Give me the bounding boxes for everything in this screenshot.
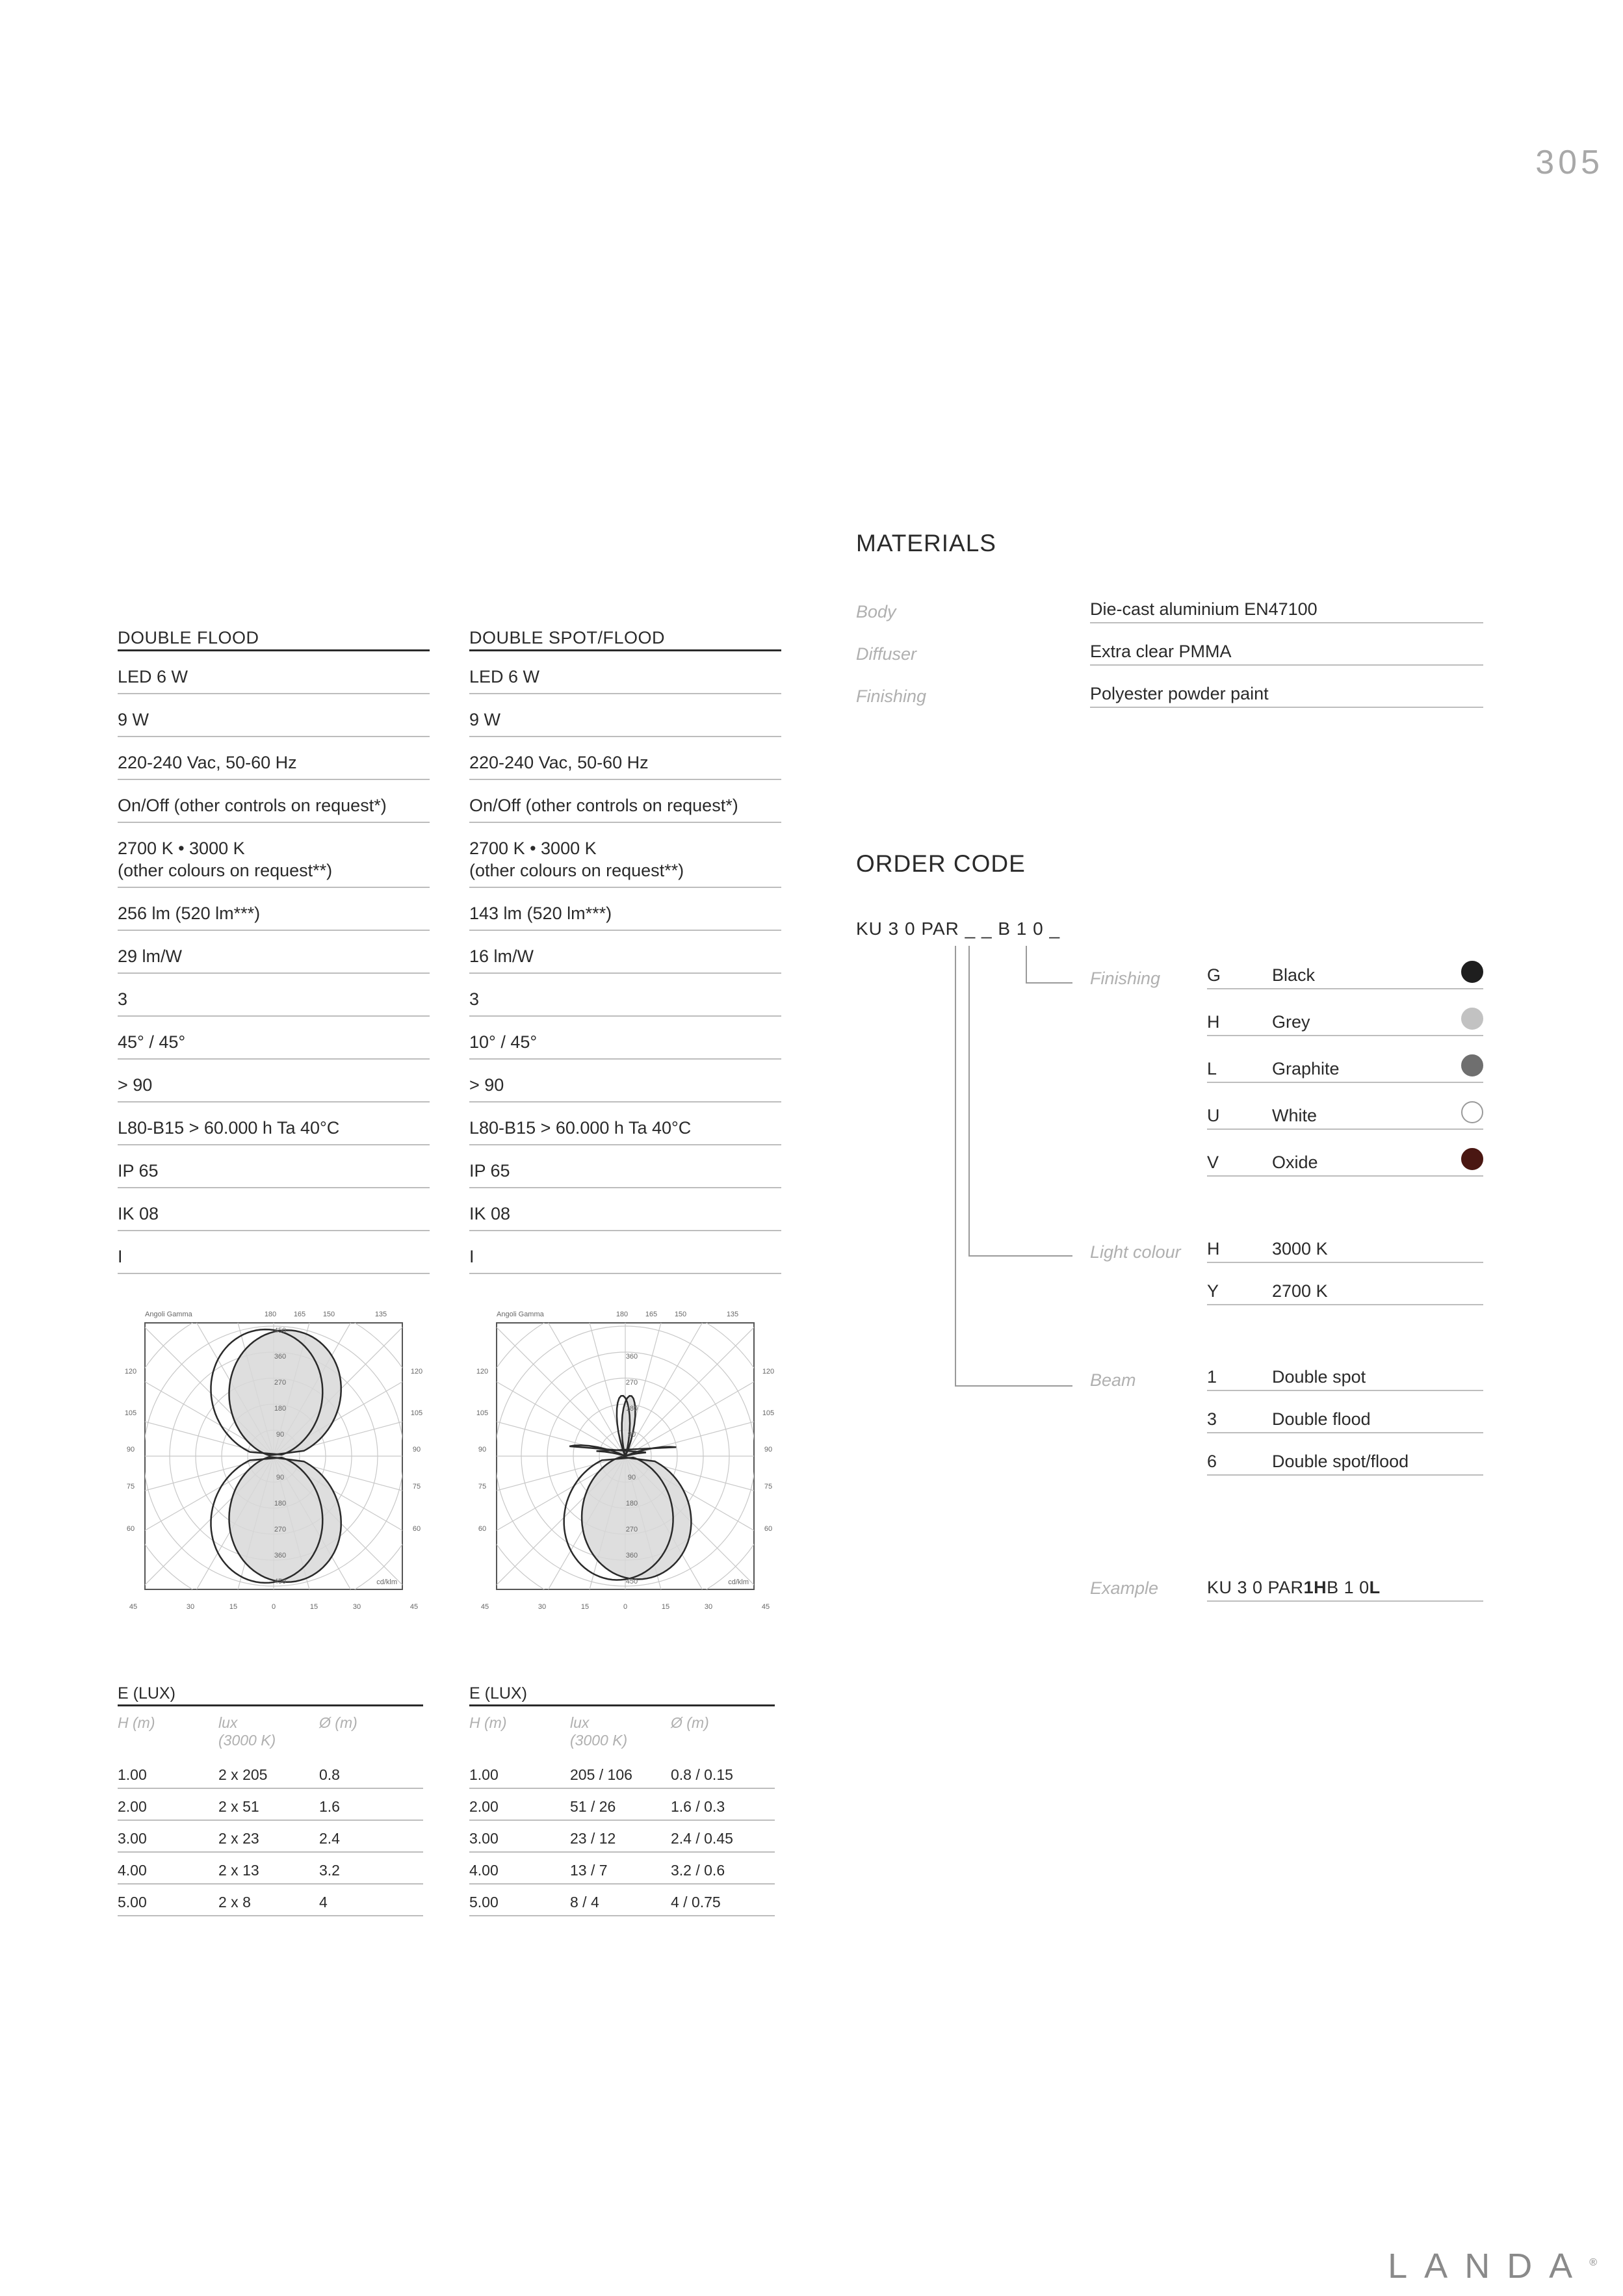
spec-row: I [118, 1231, 430, 1274]
polar-angle-label: 15 [661, 1603, 670, 1611]
table-cell: 0.8 [319, 1766, 340, 1783]
spec-row: On/Off (other controls on request*) [469, 780, 781, 823]
polar-ring-label: 360 [625, 1353, 638, 1361]
col-lux-label: lux [218, 1714, 238, 1731]
table-cell: 0.8 / 0.15 [671, 1766, 733, 1783]
material-label-body: Body [856, 602, 896, 621]
table-row [118, 1853, 423, 1885]
polar-ring-label: 90 [627, 1474, 636, 1481]
polar-ring-label: 90 [627, 1431, 636, 1439]
brand-logo [1388, 2246, 1597, 2286]
polar-unit-label: cd/klm [376, 1578, 397, 1586]
polar-angle-label: 75 [126, 1483, 135, 1491]
lux-table-header: E (LUX) [118, 1680, 423, 1706]
polar-chart-svg [118, 1303, 423, 1615]
option-label-finishing: Finishing [1090, 969, 1161, 988]
lux-table-header: E (LUX) [469, 1680, 775, 1706]
polar-angle-label: 60 [412, 1525, 421, 1533]
spec-row: IK 08 [469, 1188, 781, 1231]
spec-row: 16 lm/W [469, 931, 781, 974]
polar-angle-label: 75 [478, 1483, 487, 1491]
col-lux [570, 1714, 671, 1757]
lux-rows [118, 1757, 423, 1916]
polar-ring-label: 180 [274, 1405, 287, 1413]
polar-angle-label: 120 [762, 1368, 775, 1376]
table-cell: 51 / 26 [570, 1798, 616, 1815]
order-code-connectors [949, 946, 1079, 1394]
option-name: White [1272, 1106, 1318, 1125]
polar-ring-label: 360 [625, 1552, 638, 1559]
polar-ring-label: 180 [274, 1500, 287, 1507]
polar-angle-label: 90 [764, 1446, 773, 1454]
table-cell: 3.2 / 0.6 [671, 1862, 725, 1879]
spec-row: 9 W [118, 694, 430, 737]
polar-angle-label: 105 [410, 1409, 423, 1417]
color-swatch [1461, 1101, 1483, 1123]
table-cell: 2.00 [118, 1798, 147, 1815]
option-row [1207, 1234, 1483, 1263]
table-row [118, 1885, 423, 1916]
col-lux-cct: (3000 K) [570, 1732, 628, 1749]
option-code: H [1207, 1012, 1220, 1032]
example-part-bold: H [1314, 1578, 1327, 1597]
table-cell: 4 [319, 1894, 328, 1911]
spec-row: 45° / 45° [118, 1017, 430, 1060]
polar-angle-label: 30 [538, 1603, 547, 1611]
table-cell: 1.6 [319, 1798, 340, 1815]
table-cell: 8 / 4 [570, 1894, 599, 1911]
polar-unit-label: cd/klm [728, 1578, 749, 1586]
polar-angle-label: 60 [764, 1525, 773, 1533]
spec-row: 220-240 Vac, 50-60 Hz [469, 737, 781, 780]
polar-angle-label: 75 [412, 1483, 421, 1491]
option-code: L [1207, 1059, 1217, 1078]
option-row [1207, 1277, 1483, 1305]
polar-angle-label: 30 [186, 1603, 195, 1611]
spec-row [469, 823, 781, 888]
table-row [469, 1789, 775, 1821]
polar-angle-label: 15 [229, 1603, 238, 1611]
polar-angle-label: 15 [580, 1603, 590, 1611]
option-label-beam: Beam [1090, 1370, 1136, 1390]
col-lux [218, 1714, 319, 1757]
spec-row: 3 [469, 974, 781, 1017]
table-cell: 5.00 [469, 1894, 499, 1911]
option-name: Graphite [1272, 1059, 1340, 1078]
spec-row: On/Off (other controls on request*) [118, 780, 430, 823]
polar-angle-label: 45 [129, 1603, 138, 1611]
spec-row: 256 lm (520 lm***) [118, 888, 430, 931]
table-cell: 1.6 / 0.3 [671, 1798, 725, 1815]
polar-angle-label: 135 [374, 1311, 387, 1318]
spec-row: 29 lm/W [118, 931, 430, 974]
polar-ring-label: 270 [274, 1526, 287, 1533]
lux-column-headers [118, 1706, 423, 1757]
spec-rows [469, 651, 781, 1274]
option-row [1207, 1008, 1483, 1036]
polar-angle-label: 150 [674, 1311, 687, 1318]
table-cell: 23 / 12 [570, 1830, 616, 1847]
polar-chart-svg [469, 1303, 775, 1615]
option-name: Oxide [1272, 1153, 1318, 1172]
example-part: B 1 0 [1327, 1578, 1370, 1597]
table-cell: 2 x 51 [218, 1798, 259, 1815]
materials-title: MATERIALS [856, 530, 996, 556]
polar-title: Angoli Gamma [145, 1311, 192, 1318]
polar-ring-label: 360 [274, 1353, 287, 1361]
table-row [118, 1821, 423, 1853]
table-cell: 205 / 106 [570, 1766, 632, 1783]
table-cell: 4.00 [118, 1862, 147, 1879]
registered-mark: ® [1589, 2257, 1597, 2268]
polar-title: Angoli Gamma [497, 1311, 544, 1318]
example-part-bold: 1 [1303, 1578, 1314, 1597]
spec-row: LED 6 W [118, 651, 430, 694]
polar-angle-label: 135 [726, 1311, 739, 1318]
table-row [118, 1757, 423, 1789]
spec-row-line: (other colours on request**) [118, 861, 333, 880]
polar-angle-label: 30 [704, 1603, 713, 1611]
polar-angle-label: 105 [124, 1409, 137, 1417]
table-cell: 4.00 [469, 1862, 499, 1879]
order-code-title: ORDER CODE [856, 850, 1026, 877]
page-number: 305 [1535, 144, 1604, 181]
example-code [1207, 1573, 1483, 1602]
option-row [1207, 1405, 1483, 1433]
table-row [469, 1757, 775, 1789]
logo-text: LANDA [1388, 2247, 1590, 2286]
polar-ring-label: 270 [625, 1379, 638, 1387]
table-cell: 2 x 13 [218, 1862, 259, 1879]
table-row [118, 1789, 423, 1821]
spec-row: IP 65 [118, 1145, 430, 1188]
lux-table-double-flood [118, 1680, 423, 1916]
polar-angle-label: 45 [409, 1603, 419, 1611]
spec-row: I [469, 1231, 781, 1274]
lux-column-headers [469, 1706, 775, 1757]
spec-row-line: 2700 K • 3000 K [118, 839, 245, 858]
col-diameter: Ø (m) [319, 1714, 357, 1731]
table-cell: 13 / 7 [570, 1862, 608, 1879]
material-value-body: Die-cast aluminium EN47100 [1090, 599, 1483, 623]
option-label-light-colour: Light colour [1090, 1242, 1181, 1262]
table-cell: 5.00 [118, 1894, 147, 1911]
material-label-finishing: Finishing [856, 686, 927, 706]
option-name: Black [1272, 965, 1316, 985]
polar-angle-label: 0 [271, 1603, 276, 1611]
table-cell: 3.00 [118, 1830, 147, 1847]
polar-angle-label: 15 [309, 1603, 318, 1611]
table-cell: 2 x 23 [218, 1830, 259, 1847]
example-label: Example [1090, 1578, 1159, 1598]
spec-row-line: (other colours on request**) [469, 861, 684, 880]
option-name: 2700 K [1272, 1281, 1328, 1301]
polar-angle-label: 105 [476, 1409, 489, 1417]
material-value-diffuser: Extra clear PMMA [1090, 642, 1483, 666]
option-row [1207, 961, 1483, 989]
option-name: Double spot/flood [1272, 1452, 1409, 1471]
col-lux-label: lux [570, 1714, 590, 1731]
polar-ring-label: 450 [274, 1327, 287, 1335]
polar-angle-label: 60 [126, 1525, 135, 1533]
spec-row: > 90 [469, 1060, 781, 1102]
color-swatch [1461, 1008, 1483, 1030]
color-swatch [1461, 1148, 1483, 1170]
col-height: H (m) [469, 1714, 507, 1731]
spec-row: IK 08 [118, 1188, 430, 1231]
option-code: U [1207, 1106, 1220, 1125]
polar-angle-label: 180 [616, 1311, 629, 1318]
spec-column-header: DOUBLE FLOOD [118, 624, 430, 651]
col-lux-cct: (3000 K) [218, 1732, 276, 1749]
polar-angle-label: 105 [762, 1409, 775, 1417]
option-name: Double spot [1272, 1367, 1366, 1387]
table-row [469, 1853, 775, 1885]
option-code: V [1207, 1153, 1219, 1172]
polar-angle-label: 45 [761, 1603, 770, 1611]
option-name: 3000 K [1272, 1239, 1328, 1259]
table-row [469, 1821, 775, 1853]
spec-column-double-spot-flood [469, 624, 781, 1274]
polar-ring-label: 180 [625, 1500, 638, 1507]
table-cell: 1.00 [118, 1766, 147, 1783]
option-row [1207, 1447, 1483, 1476]
spec-column-header: DOUBLE SPOT/FLOOD [469, 624, 781, 651]
table-row [469, 1885, 775, 1916]
order-code-base: KU 3 0 PAR _ _ B 1 0 _ [856, 919, 1061, 939]
option-code: 1 [1207, 1367, 1217, 1387]
spec-row: LED 6 W [469, 651, 781, 694]
lux-table-double-spot-flood [469, 1680, 775, 1916]
table-cell: 2 x 8 [218, 1894, 251, 1911]
table-cell: 1.00 [469, 1766, 499, 1783]
spec-rows [118, 651, 430, 1274]
table-cell: 2.4 [319, 1830, 340, 1847]
option-name: Grey [1272, 1012, 1310, 1032]
polar-ring-label: 180 [625, 1405, 638, 1413]
polar-angle-label: 120 [476, 1368, 489, 1376]
polar-ring-label: 90 [276, 1431, 285, 1439]
option-name: Double flood [1272, 1409, 1371, 1429]
example-part: KU 3 0 PAR [1207, 1578, 1304, 1597]
spec-row: > 90 [118, 1060, 430, 1102]
polar-diagram-double-spot-flood [469, 1303, 775, 1615]
table-cell: 3.2 [319, 1862, 340, 1879]
polar-angle-label: 75 [764, 1483, 773, 1491]
option-code: G [1207, 965, 1221, 985]
spec-row: L80-B15 > 60.000 h Ta 40°C [118, 1102, 430, 1145]
table-cell: 4 / 0.75 [671, 1894, 721, 1911]
table-cell: 2.00 [469, 1798, 499, 1815]
polar-ring-label: 450 [274, 1578, 287, 1585]
material-value-finishing: Polyester powder paint [1090, 684, 1483, 708]
polar-angle-label: 165 [293, 1311, 306, 1318]
lux-rows [469, 1757, 775, 1916]
table-cell: 3.00 [469, 1830, 499, 1847]
polar-angle-label: 90 [412, 1446, 421, 1454]
spec-row: 10° / 45° [469, 1017, 781, 1060]
material-label-diffuser: Diffuser [856, 644, 917, 664]
option-code: 3 [1207, 1409, 1217, 1429]
spec-row: 220-240 Vac, 50-60 Hz [118, 737, 430, 780]
spec-row [118, 823, 430, 888]
polar-ring-label: 360 [274, 1552, 287, 1559]
table-cell: 2.4 / 0.45 [671, 1830, 733, 1847]
polar-angle-label: 60 [478, 1525, 487, 1533]
option-row [1207, 1148, 1483, 1177]
table-cell: 2 x 205 [218, 1766, 268, 1783]
option-code: H [1207, 1239, 1220, 1259]
option-code: Y [1207, 1281, 1219, 1301]
polar-angle-label: 45 [480, 1603, 489, 1611]
option-row [1207, 1101, 1483, 1130]
polar-diagram-double-flood [118, 1303, 423, 1615]
polar-angle-label: 180 [264, 1311, 277, 1318]
spec-row: IP 65 [469, 1145, 781, 1188]
polar-angle-label: 90 [478, 1446, 487, 1454]
spec-row: 143 lm (520 lm***) [469, 888, 781, 931]
spec-row: 3 [118, 974, 430, 1017]
spec-row: L80-B15 > 60.000 h Ta 40°C [469, 1102, 781, 1145]
polar-angle-label: 150 [322, 1311, 335, 1318]
col-height: H (m) [118, 1714, 155, 1731]
polar-ring-label: 270 [274, 1379, 287, 1387]
polar-angle-label: 120 [410, 1368, 423, 1376]
spec-row-line: 2700 K • 3000 K [469, 839, 597, 858]
spec-column-double-flood [118, 624, 430, 1274]
polar-ring-label: 270 [625, 1526, 638, 1533]
polar-ring-label: 90 [276, 1474, 285, 1481]
color-swatch [1461, 1054, 1483, 1076]
option-code: 6 [1207, 1452, 1217, 1471]
example-part-bold: L [1369, 1578, 1381, 1597]
polar-angle-label: 165 [645, 1311, 658, 1318]
polar-angle-label: 0 [623, 1603, 628, 1611]
option-row [1207, 1363, 1483, 1391]
option-row [1207, 1054, 1483, 1083]
col-diameter: Ø (m) [671, 1714, 709, 1731]
spec-row: 9 W [469, 694, 781, 737]
color-swatch [1461, 961, 1483, 983]
polar-angle-label: 30 [352, 1603, 361, 1611]
polar-angle-label: 90 [126, 1446, 135, 1454]
polar-ring-label: 450 [625, 1578, 638, 1585]
polar-angle-label: 120 [124, 1368, 137, 1376]
